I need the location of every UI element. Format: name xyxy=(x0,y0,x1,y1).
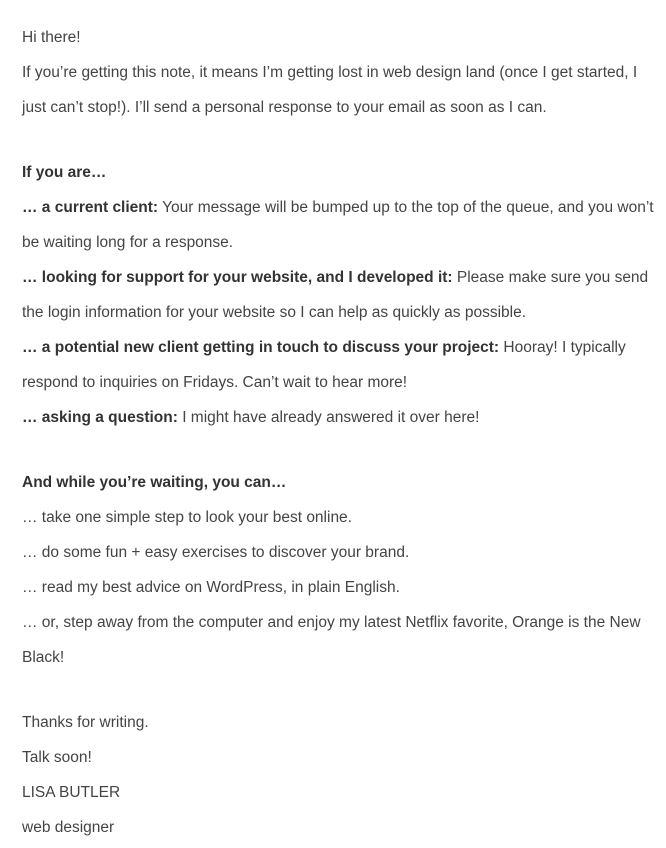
if-item-question xyxy=(22,400,662,435)
waiting-item: … read my best advice on WordPress, in plain English. xyxy=(22,579,400,596)
if-item-lead: … a current client: xyxy=(22,199,159,216)
if-you-are-heading: If you are… xyxy=(22,164,107,181)
if-item-current-client xyxy=(22,190,662,260)
signoff-thanks: Thanks for writing. xyxy=(22,714,149,731)
if-item-lead: … asking a question: xyxy=(22,409,178,426)
spacer xyxy=(22,675,666,705)
if-item-text: Hooray! I typically respond to inquiries on Fridays. Can’t wait to hear more! xyxy=(22,339,626,391)
signoff-name: LISA BUTLER xyxy=(22,784,121,801)
if-item-text: I might have already answered it over here! xyxy=(177,409,480,426)
while-waiting-heading: And while you’re waiting, you can… xyxy=(22,474,287,491)
spacer xyxy=(22,435,666,465)
if-item-new-client xyxy=(22,330,662,400)
intro-paragraph: If you’re getting this note, it means I’m getting lost in web design land (once I get started, I just can’t stop!). I’ll send a personal response to your email as soon as I can. xyxy=(22,64,638,116)
waiting-item: … or, step away from the computer and enjoy my latest Netflix favorite, Orange is the New Black! xyxy=(22,614,641,666)
spacer xyxy=(22,125,666,155)
if-item-lead: … a potential new client getting in touch to discuss your project: xyxy=(22,339,500,356)
waiting-item: … do some fun + easy exercises to discover your brand. xyxy=(22,544,410,561)
waiting-item: … take one simple step to look your best online. xyxy=(22,509,352,526)
greeting: Hi there! xyxy=(22,29,81,46)
if-item-text: Please make sure you send the login information for your website so I can help as quickly as possible. xyxy=(22,269,649,321)
if-item-support xyxy=(22,260,662,330)
if-item-lead: … looking for support for your website, and I developed it: xyxy=(22,269,453,286)
signoff-title: web designer xyxy=(22,819,115,836)
signoff-talk-soon: Talk soon! xyxy=(22,749,92,766)
if-item-text: Your message will be bumped up to the top of the queue, and you won’t be waiting long for a response. xyxy=(22,199,654,251)
